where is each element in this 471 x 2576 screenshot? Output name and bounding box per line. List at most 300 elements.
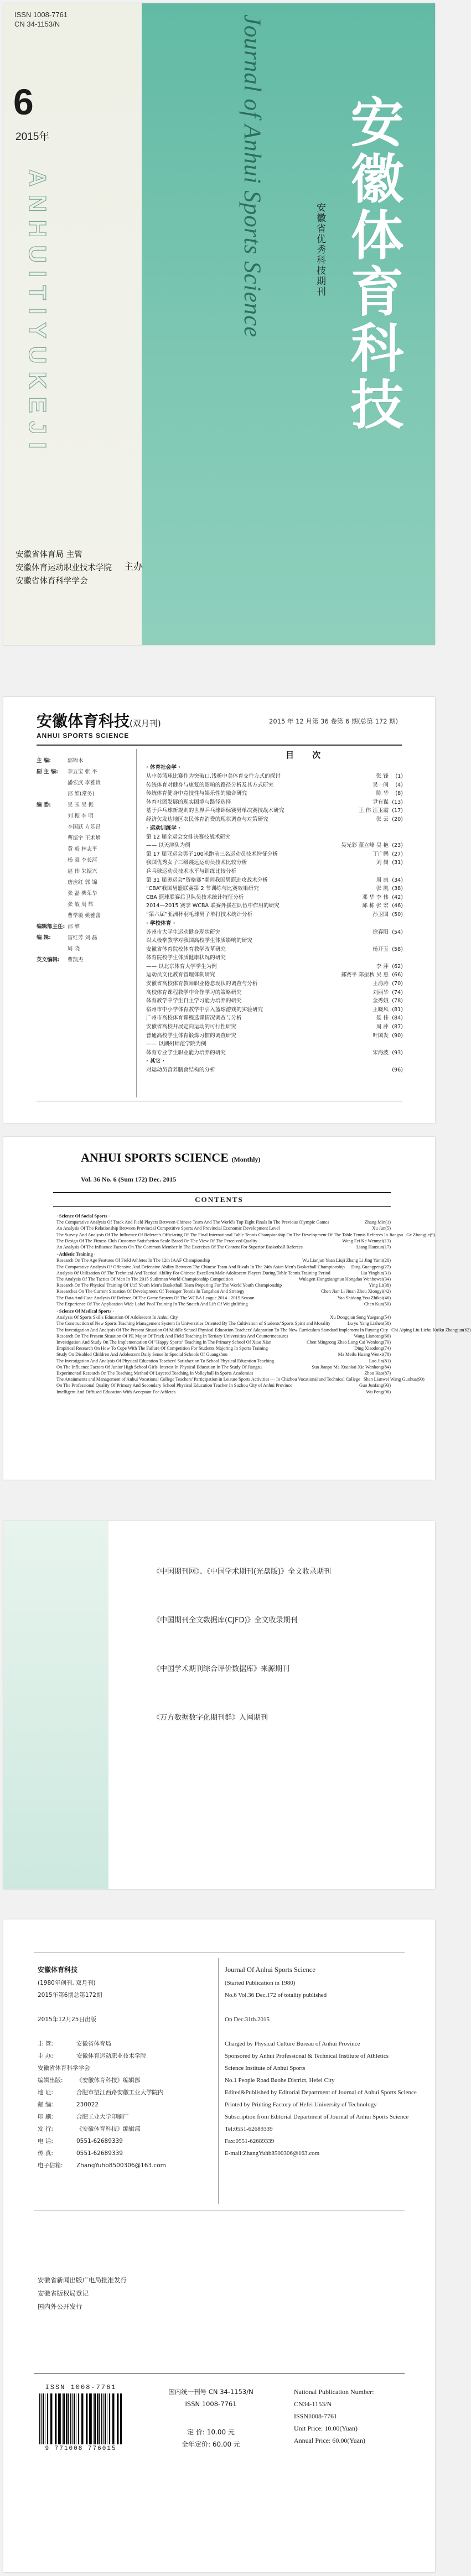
entry-author: Zhou Hao: [364, 1371, 384, 1376]
toc-cn-header: [37, 709, 161, 740]
entry-page: (84): [383, 1364, 391, 1370]
board-row: [37, 778, 133, 789]
price-line: 定 价: 10.00 元: [187, 2428, 235, 2436]
toc-en-entry: [56, 1238, 391, 1244]
toc-en-section-heading: · Science Of Social Sports ·: [56, 1214, 110, 1219]
board-role: 编 辑:: [37, 935, 51, 941]
indexing-list: [153, 1565, 331, 1760]
colophon-row: Sponsored by Anhui Professional & Technical Institute of Athletics: [225, 2053, 389, 2059]
toc-cn-entry: [146, 806, 403, 815]
distribution-line: 安徽省新闻出版广电局批准发行: [38, 2276, 127, 2284]
toc-cn-entry: [146, 936, 403, 945]
entry-author: Ding Xiaodong: [354, 1346, 384, 1351]
toc-cn-list: [146, 763, 403, 1075]
entry-page: (66): [392, 972, 403, 979]
entry-title: On The Influence Factors Of Junior High School Girls' Interest In Physical Education In The Study Of Jiangsu: [56, 1364, 262, 1370]
entry-title: CBA 篮球联赛后卫队员技术统计特征分析: [146, 894, 244, 901]
entry-page: (58): [392, 946, 403, 953]
entry-author: Chen Jian Li Jinan Zhou Xiongyi: [321, 1289, 384, 1294]
entry-author: 周 康: [376, 877, 389, 883]
entry-author: Wu Peng: [366, 1389, 384, 1394]
entry-page: (31): [392, 860, 403, 866]
entry-author: 刘丽华: [372, 989, 389, 996]
toc-cn-section-heading: · 体育社会学 ·: [146, 764, 180, 771]
toc-cn-entry: [146, 815, 403, 824]
entry-page: (34): [383, 1277, 391, 1282]
entry-author: Chi Aiping Liu Lichu Kuiku Zhangjun: [391, 1327, 463, 1333]
colophon-row: (Started Publication in 1980): [225, 1980, 296, 1986]
entry-page: (58): [383, 1321, 391, 1326]
entry-page: (78): [383, 1352, 391, 1357]
colophon-value: 2015年第6期总第172期: [38, 1992, 102, 1999]
entry-page: (42): [392, 894, 403, 901]
entry-author: Wulagen Hongxiangnuo Hongdao Wenbowei: [298, 1277, 384, 1282]
colophon-value: 安徽省体育科学学会: [38, 2065, 90, 2072]
entry-page: (90): [416, 1377, 425, 1382]
entry-title: Research On The Physical Training Of U15 Youth Men's Basketball Team Preparing For The World Youth Championship: [56, 1283, 282, 1288]
colophon-row: [38, 1989, 166, 2001]
entry-title: 乒乓球运动员技术水平与训练比较分析: [146, 868, 237, 875]
toc-en-entry: [56, 1345, 391, 1351]
colophon-row: [38, 2001, 166, 2013]
board-names: 潘宏武 李雅贵: [68, 780, 101, 786]
toc-cn-entry: [146, 772, 403, 781]
entry-title: 2014—2015 赛季 WCBA 联赛外援在队伍中作用的研究: [146, 903, 280, 909]
entry-page: (74): [392, 989, 403, 996]
toc-cn-entry: [146, 980, 403, 988]
entry-title: 体育社团发展的现实困境与路径选择: [146, 799, 231, 805]
price-chinese: [147, 2426, 275, 2450]
entry-title: On The Professional Quality Of Primary And Secondary School Physical Education Teacher In Suzhou City of Anhui Province: [56, 1383, 292, 1388]
toc-en-entry: [56, 1358, 391, 1364]
entry-author: Chen Mingrong Zhao Long Cai Wenlong: [307, 1340, 384, 1345]
colophon-label: 主 办:: [38, 2053, 53, 2059]
entry-title: 对运动员营养膳食结构的分析: [146, 1067, 215, 1074]
board-names: 曹振宇 王术增: [68, 835, 101, 841]
toc-cn-entry: [146, 1066, 403, 1075]
toc-cn-entry: [146, 928, 403, 937]
entry-title: Empirical Research On How To Cope With The Failure Of Competition For Students Majoring In Sports Training: [56, 1346, 268, 1351]
toc-cn-entry: [146, 902, 403, 910]
toc-en-entry: [56, 1295, 391, 1301]
cover-issn: ISSN 1008-7761: [14, 11, 68, 19]
board-names: 刘 振 李 明: [68, 813, 94, 819]
cover-english-title: Journal of Anhui Sports Science: [239, 14, 265, 338]
entry-author: Ying Li: [369, 1283, 384, 1288]
colophon-row: [38, 1977, 166, 1989]
board-row: [37, 888, 133, 899]
colophon-label: 地 址:: [38, 2089, 53, 2096]
entry-page: (23): [392, 842, 403, 849]
cover-sponsor: 安徽省体育局 主管: [15, 550, 82, 559]
board-role: 编 委:: [37, 802, 51, 808]
entry-title: —— 以北京体育大学学生为例: [146, 963, 217, 970]
entry-author: 王海涛: [372, 981, 389, 987]
entry-page: (74): [383, 1346, 391, 1351]
entry-page: (87): [383, 1371, 391, 1376]
entry-author: 尹有谋: [372, 799, 389, 805]
board-names: 李国跃 方乐昌: [68, 824, 101, 830]
entry-page: (20): [383, 1258, 391, 1263]
colophon-row: Edited&Published by Editorial Department of Journal of Anhui Sports Science: [225, 2089, 417, 2096]
entry-title: 安徽省体育院校体育教学改革研究: [146, 946, 226, 953]
toc-en-entry: [56, 1257, 391, 1263]
entry-author: 刘 岗: [376, 860, 389, 866]
entry-page: (62): [463, 1327, 471, 1333]
toc-cn-entry: [146, 945, 403, 954]
toc-en-entry: [56, 1282, 391, 1288]
entry-page: (90): [392, 1032, 403, 1039]
colophon-value: 安徽体育科技: [38, 1966, 78, 1974]
entry-author: 吴一闽: [372, 782, 389, 788]
colophon-row: [225, 2001, 417, 2013]
entry-title: “CBA”我国男篮联赛第 2 节训练与比赛效果研究: [146, 886, 259, 892]
entry-author: 丁广鹏: [372, 851, 389, 857]
colophon-row: [38, 2099, 166, 2111]
indexing-item: 《中国期刊全文数据库(CJFD)》全文收录期刊: [153, 1616, 298, 1625]
colophon-row: [38, 2159, 166, 2172]
colophon-label: 主 管:: [38, 2041, 53, 2047]
entry-title: 安徽省高校体育教师职业倦怠现状的调查与分析: [146, 981, 258, 987]
cover-subtitle: 安徽省优秀科技期刊: [314, 202, 325, 297]
board-names: 周 晓: [68, 946, 80, 952]
colophon-page: [3, 1919, 435, 2572]
toc-cn-entry: [146, 876, 403, 885]
entry-title: 宿州市中小学体育教学中引入篮球游戏的实验研究: [146, 1006, 263, 1013]
toc-en-entry: [56, 1264, 391, 1270]
toc-en-monthly: (Monthly): [231, 1156, 261, 1163]
board-names: 赵 伟 朱振兴: [68, 868, 97, 875]
toc-en-list: [56, 1212, 471, 1395]
toc-cn-entry: [146, 954, 403, 962]
cover-sponsor: 安徽省体育科学学会: [15, 577, 88, 586]
toc-cn-frequency: (双月刊): [130, 719, 161, 728]
board-names: 郭锦木: [68, 758, 84, 764]
cover-zhuban: 主办: [124, 561, 143, 573]
entry-title: Study On Disabled Children And Adolescent Daily Sense In Special Schools Of Guangzhou: [56, 1352, 227, 1357]
entry-page: (5): [385, 1226, 391, 1231]
entry-page: [389, 954, 403, 962]
board-names: 李五宝 张 平: [68, 769, 97, 775]
toc-en-entry: [56, 1364, 391, 1370]
toc-en-header: [81, 1151, 260, 1165]
colophon-divider: [218, 1958, 219, 2204]
cover-issue-number: 6: [13, 81, 34, 122]
entry-page: (17): [392, 808, 403, 814]
board-row: [37, 866, 133, 877]
entry-page: (96): [392, 1067, 403, 1074]
colophon-row: [225, 2026, 417, 2038]
colophon-row: [38, 2147, 166, 2159]
entry-author: Xu Dongqian Song Yuegang: [330, 1315, 384, 1320]
toc-cn-entry: [146, 884, 403, 893]
board-names: 邵 维(常务): [68, 791, 95, 797]
entry-title: Researches On The Current Situation Of Development Of Teenager Tennis In Tangshan And Strategy: [56, 1289, 245, 1294]
toc-en-section-heading: · Science Of Medical Sports ·: [56, 1309, 114, 1314]
toc-cn-section-heading: · 运动训练学 ·: [146, 825, 180, 831]
toc-cn-section-heading: · 其它 ·: [146, 1058, 165, 1065]
colophon-row: Printed by Printing Factory of Hefei University of Technology: [225, 2101, 377, 2108]
cover-cn: CN 34-1153/N: [14, 20, 60, 28]
entry-page: (81): [392, 1006, 403, 1013]
entry-author: 张 凯: [376, 886, 389, 892]
publication-number: ISSN 1008-7761: [185, 2400, 237, 2408]
entry-title: An Analysis Of The Relationship Between Provincial Competitive Sports And Provincial Economic Development Level: [56, 1226, 280, 1231]
indexing-item: 《中国期刊网》、《中国学术期刊(光盘版)》全文收录期刊: [153, 1568, 332, 1576]
colophon-value: 安徽省体育局: [76, 2041, 111, 2047]
entry-author: Lu yu Yang Lizhen: [347, 1321, 384, 1326]
entry-author: 吴光彩 董立峰 吴 艳: [341, 842, 389, 849]
board-names: 唐应红 郭 锦: [68, 880, 97, 886]
entry-page: (46): [392, 903, 403, 909]
toc-cn-divider: [136, 749, 137, 1097]
toc-cn-entry: [146, 798, 403, 807]
colophon-value: 合肥工业大学印刷厂: [76, 2114, 129, 2120]
board-row: [37, 767, 133, 778]
toc-en-volume: Vol. 36 No. 6 (Sum 172) Dec. 2015: [81, 1175, 177, 1183]
entry-page: [389, 1040, 403, 1049]
toc-en-entry: [56, 1314, 391, 1320]
indexing-item: 《中国学术期刊综合评价数据库》来源期刊: [153, 1665, 290, 1673]
entry-title: Research On The Present Situation Of PE Major Of Track And Field Teaching In Tertiary Universities And Countermeasures: [56, 1333, 288, 1339]
board-row: [37, 910, 133, 922]
publication-numbers: [147, 2386, 275, 2410]
entry-author: Liu Yingbin: [360, 1270, 384, 1276]
entry-title: 体育院校学生体质健康状况的研究: [146, 955, 226, 961]
board-row: [37, 811, 133, 822]
board-row: [37, 933, 133, 944]
toc-en-entry: [56, 1320, 391, 1326]
colophon-row: [38, 2050, 166, 2062]
cover-sponsor: 安徽体育运动职业技术学院: [15, 564, 112, 573]
entry-author: 宋海波: [372, 1049, 389, 1056]
toc-en-entry: [56, 1219, 391, 1225]
toc-en-entry: [56, 1301, 391, 1307]
colophon-value: (1980年创刊, 双月刊): [38, 1980, 96, 1986]
entry-page: (4): [395, 782, 403, 788]
colophon-label: 传 真:: [38, 2150, 53, 2157]
entry-title: The Experience Of The Application Wide Label Pool Training In The Snatch And Lift Of Weightlifting: [56, 1301, 248, 1307]
price-line: National Publication Number:: [294, 2388, 374, 2396]
colophon-value: 0551-62689339: [76, 2150, 123, 2157]
entry-title: 以太极拳教学对我国高校学生体质影响的研究: [146, 938, 252, 944]
entry-author: Wang Fei Ke Wenmei: [342, 1238, 384, 1243]
toc-en-entry: [56, 1370, 391, 1376]
board-row: [37, 922, 133, 933]
entry-author: Sun Jianpu Ma Xuankai Xie Wenhong: [312, 1364, 384, 1370]
colophon-row: [38, 2135, 166, 2147]
entry-title: Analysis Of Sports Skills Education Of Adolescent In Anhui City: [56, 1315, 178, 1320]
cover-issue-year: 2015年: [15, 131, 50, 143]
entry-page: (54): [383, 1315, 391, 1320]
board-names: 曹学敏 姚雅蕾: [68, 913, 101, 919]
entry-page: (13): [392, 799, 403, 805]
entry-title: —— 以天津队为例: [146, 842, 190, 849]
price-line: ISSN1008-7761: [294, 2412, 338, 2420]
toc-cn-entry: [146, 893, 403, 902]
colophon-row: Tel:0551-62689339: [225, 2126, 273, 2132]
entry-author: 王 伟 汪玉霞: [358, 808, 389, 814]
price-line: CN34-1153/N: [294, 2400, 332, 2408]
toc-cn-entry: [146, 841, 403, 850]
board-names: 杨 豪 李长河: [68, 857, 97, 863]
colophon-value: 《安徽体育科技》编辑部: [76, 2077, 141, 2084]
entry-title: 传统体育健身中竞技性与娱乐性的融合研究: [146, 790, 247, 797]
price-line: 全年定价: 60.00 元: [181, 2440, 241, 2448]
board-names: 吴 玉 吴 振: [68, 802, 94, 808]
toc-en-entry: [56, 1276, 391, 1282]
entry-title: 广州市高校体育课程选课情况调查与分析: [146, 1015, 242, 1022]
colophon-row: Science Institute of Anhui Sports: [225, 2065, 306, 2072]
entry-title: The Design Of The Fitness Club Customer Satisfaction Scale Based On The View Of The Perceived Quality: [56, 1238, 258, 1243]
toc-cn-rule: [37, 745, 402, 746]
colophon-row: E-mail:ZhangYuhb8500306@163.com: [225, 2150, 320, 2157]
colophon-label: 发 行:: [38, 2126, 53, 2132]
toc-en-entry: [56, 1327, 471, 1333]
board-role: 副 主 编:: [37, 769, 58, 775]
board-names: 邵 维: [68, 924, 80, 930]
entry-title: 普通高校学生体育锻炼习惯的调查研究: [146, 1032, 237, 1039]
colophon-row: Subscription from Editorial Department of Journal of Anhui Sports Science: [225, 2114, 409, 2120]
entry-title: The Investigation And Analysis Of The Present Situation Of Middle School Physical Education Teachers' Adaptation To The New Curriculum Standard Implement In Fuyang City: [56, 1327, 389, 1333]
entry-page: (1): [395, 773, 403, 779]
entry-title: Experimental Research On The Teaching Method Of Layered Teaching In Volleyball In Sports Academies: [56, 1371, 253, 1376]
colophon-chinese: [38, 1964, 166, 2172]
toc-cn-entry: [146, 781, 403, 790]
board-row: [37, 955, 133, 966]
barcode-icon: [39, 2393, 122, 2444]
toc-en-entry: [56, 1376, 425, 1382]
board-row: [37, 800, 133, 811]
toc-cn-entry: [146, 1014, 403, 1023]
entry-page: (66): [383, 1333, 391, 1339]
board-names: 曹凯杰: [68, 957, 84, 963]
entry-page: (42): [383, 1289, 391, 1294]
colophon-row: Charged by Physical Culture Bureau of Anhui Province: [225, 2041, 360, 2047]
entry-page: (17): [383, 1245, 391, 1250]
publication-footer: [34, 2373, 405, 2476]
entry-title: —— 以湖州师范学院为例: [146, 1041, 206, 1048]
toc-en-entry: [56, 1270, 391, 1276]
entry-page: (27): [383, 1264, 391, 1269]
colophon-row: [38, 2074, 166, 2086]
entry-page: [389, 936, 403, 945]
colophon-value: 230022: [76, 2101, 99, 2108]
entry-page: (50): [383, 1301, 391, 1307]
entry-page: (27): [392, 851, 403, 857]
entry-author: 金秀娥: [372, 998, 389, 1005]
entry-author: Zhang Min: [364, 1220, 386, 1225]
toc-cn-entry: [146, 962, 403, 971]
toc-cn-entry: [146, 1049, 403, 1058]
entry-title: 第 17 届亚运会男子100米跑前三名运动员技术特征分析: [146, 851, 278, 857]
board-row: [37, 822, 133, 833]
entry-title: “第六届”亚洲杯羽毛球男子单打技术统计分析: [146, 911, 253, 918]
colophon-row: [38, 2111, 166, 2123]
cover-pinyin-title: ANHUITIYUKEJI: [24, 169, 51, 457]
entry-page: [389, 833, 403, 842]
entry-title: Analysis Of Utilization Of The Technical And Tactical Ability For Chinese Excellent Male Adolescent Players During Table Tennis Training Period: [56, 1270, 330, 1276]
entry-page: (34): [392, 877, 403, 883]
entry-author: 聂 伟: [376, 1015, 389, 1022]
board-role: 编辑部主任:: [37, 924, 65, 930]
toc-cn-entry: [146, 867, 403, 876]
board-row: [37, 789, 133, 800]
toc-cn-english-title: ANHUI SPORTS SCIENCE: [37, 732, 130, 740]
entry-title: The Attainments and Management of Anhui Vocational College Teachers' Participation in Leisure Sports Activities — In Chizhou Vocational and Technical College: [56, 1377, 360, 1382]
entry-page: (96): [383, 1389, 391, 1394]
cover-chinese-title: 安徽体育科技: [342, 95, 405, 433]
board-row: [37, 877, 133, 888]
toc-cn-entry: [146, 971, 403, 980]
distribution-line: 安徽省版权局登记: [38, 2289, 89, 2297]
colophon-row: [38, 2123, 166, 2135]
colophon-row: [38, 2062, 166, 2074]
toc-cn-issue-info: 2015 年 12 月第 36 卷第 6 期(总第 172 期): [269, 717, 398, 725]
entry-title: The Investigation And Analysis Of Physical Education Teachers' Satisfaction To School Physical Education Teaching: [56, 1358, 275, 1364]
colophon-row: [38, 2013, 166, 2026]
entry-page: (93): [392, 1049, 403, 1056]
entry-author: Guo Junfang: [359, 1383, 384, 1388]
toc-en-rule: [53, 1192, 391, 1193]
toc-cn-entry: [146, 850, 403, 859]
entry-title: 从中美篮球比赛作为突破口,浅析中美体育交往方式的探讨: [146, 773, 281, 779]
entry-author: 张 云: [376, 816, 389, 823]
entry-author: 杨开玉: [372, 946, 389, 953]
board-row: [37, 833, 133, 844]
entry-author: Yao Shidong You Zhikai: [337, 1295, 384, 1300]
colophon-row: [38, 2038, 166, 2050]
colophon-row: [38, 1964, 166, 1977]
toc-en-entry: [56, 1244, 391, 1250]
entry-title: The Comparative Analysis Of Offensive And Defensive Ability Between The Chinese Team And Rivals In The 24th Asian Men's Basketball Championship: [56, 1264, 345, 1269]
entry-author: 王晓风: [372, 1006, 389, 1013]
colophon-value: 0551-62689339: [76, 2138, 123, 2145]
entry-author: Shan Lianwei Wang Guohua: [363, 1377, 417, 1382]
colophon-label: 印 刷:: [38, 2114, 53, 2120]
colophon-value: 《安徽体育科技》编辑部: [76, 2126, 141, 2132]
indexing-page: [3, 1521, 435, 1889]
colophon-row: [38, 2086, 166, 2099]
entry-author: 李 萍: [376, 963, 389, 970]
entry-author: 邓 华 李 伟: [362, 894, 389, 901]
entry-page: (70): [383, 1340, 391, 1345]
distribution-line: 国内外公开发行: [38, 2303, 82, 2310]
toc-en-entry: [56, 1225, 391, 1231]
entry-author: Ding Guangpeng: [351, 1264, 384, 1269]
colophon-value: 合肥市望江西路安徽工业大学院内: [76, 2089, 164, 2096]
colophon-row: No.1 People Road Baohe District, Hefei City: [225, 2077, 335, 2084]
entry-page: (78): [392, 998, 403, 1005]
entry-author: 徐春阳: [372, 929, 389, 935]
entry-page: (54): [392, 929, 403, 935]
board-role: 英文编辑:: [37, 957, 60, 963]
toc-cn-mulu: 目 次: [286, 750, 329, 760]
entry-title: 体育教学中学生自主学习能力培养的研究: [146, 998, 242, 1005]
toc-en-entry: [56, 1232, 436, 1238]
entry-page: (62): [392, 963, 403, 970]
entry-page: (93): [383, 1383, 391, 1388]
entry-page: (20): [392, 816, 403, 823]
entry-title: The Data And Case Analysis Of Referee Of The Game System Of The WCBA League 2014 - 2015 Season: [56, 1295, 255, 1300]
board-row: [37, 899, 133, 910]
toc-cn-entry: [146, 1006, 403, 1014]
toc-cn-entry: [146, 997, 403, 1006]
board-names: 黄 毅 林志平: [68, 846, 97, 852]
toc-en-entry: [56, 1389, 391, 1395]
toc-en-section-heading: · Athletic Training ·: [56, 1252, 96, 1257]
colophon-value: ZhangYuhb8500306@163.com: [76, 2162, 166, 2169]
